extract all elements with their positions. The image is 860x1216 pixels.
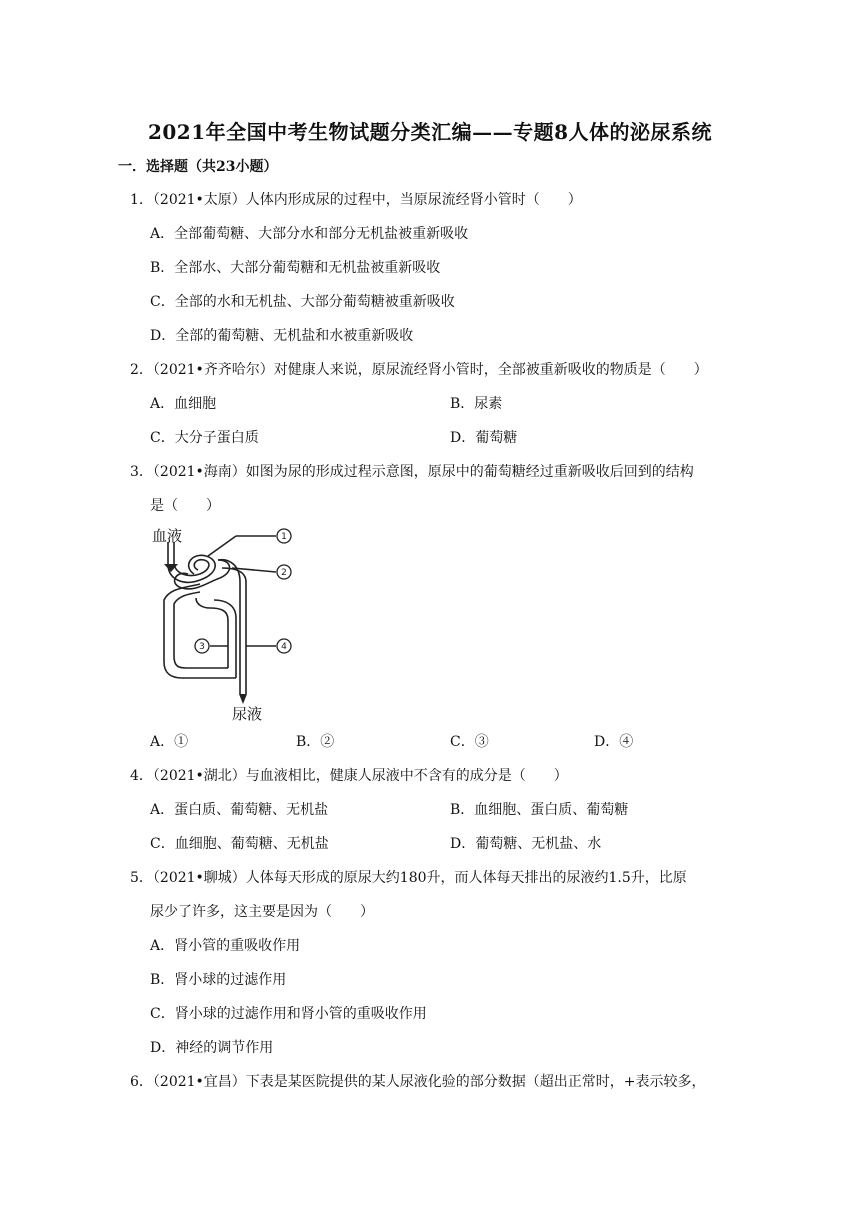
- question-2-stem: 2．（2021•齐齐哈尔）对健康人来说，原尿流经肾小管时，全部被重新吸收的物质是（ ）: [130, 362, 708, 378]
- question-3-option-b: B．②: [296, 734, 335, 750]
- question-3-stem: 3．（2021•海南）如图为尿的形成过程示意图，原尿中的葡萄糖经过重新吸收后回到的结构: [130, 464, 694, 480]
- diagram-urine-label: 尿液: [232, 705, 263, 723]
- question-1-option-d: D．全部的葡萄糖、无机盐和水被重新吸收: [150, 328, 414, 344]
- question-4-stem: 4．（2021•湖北）与血液相比，健康人尿液中不含有的成分是（ ）: [130, 768, 568, 784]
- section-heading: 一．选择题（共23小题）: [118, 159, 278, 175]
- diagram-blood-label: 血液: [152, 527, 183, 545]
- question-4-option-c: C．血细胞、葡萄糖、无机盐: [150, 836, 329, 852]
- page-title: 2021年全国中考生物试题分类汇编——专题8人体的泌尿系统: [147, 120, 713, 144]
- question-3-option-a: A．①: [150, 734, 189, 750]
- question-4-option-a: A．蛋白质、葡萄糖、无机盐: [150, 802, 329, 818]
- svg-text:1: 1: [281, 532, 287, 542]
- question-1-option-a: A．全部葡萄糖、大部分水和部分无机盐被重新吸收: [150, 226, 469, 242]
- question-5-option-c: C．肾小球的过滤作用和肾小管的重吸收作用: [150, 1006, 427, 1022]
- question-1-stem: 1．（2021•太原）人体内形成尿的过程中，当原尿流经肾小管时（ ）: [130, 192, 582, 208]
- urine-outflow-arrow-icon: [239, 694, 247, 704]
- svg-text:4: 4: [281, 642, 287, 652]
- question-5-option-d: D．神经的调节作用: [150, 1040, 274, 1056]
- question-3-stem-continued: 是（ ）: [150, 498, 220, 514]
- question-4-option-d: D．葡萄糖、无机盐、水: [450, 836, 602, 852]
- question-5-stem-continued: 尿少了许多，这主要是因为（ ）: [150, 904, 374, 920]
- question-4-option-b: B．血细胞、蛋白质、葡萄糖: [450, 802, 629, 818]
- question-2-option-d: D．葡萄糖: [450, 430, 518, 446]
- nephron-diagram: [148, 522, 298, 722]
- question-6-stem: 6．（2021•宜昌）下表是某医院提供的某人尿液化验的部分数据（超出正常时，+表示较多，: [130, 1074, 706, 1090]
- question-5-option-b: B．肾小球的过滤作用: [150, 972, 287, 988]
- question-3-option-d: D．④: [594, 734, 634, 750]
- question-1-option-c: C．全部的水和无机盐、大部分葡萄糖被重新吸收: [150, 294, 455, 310]
- question-2-option-a: A．血细胞: [150, 396, 217, 412]
- question-5-option-a: A．肾小管的重吸收作用: [150, 938, 301, 954]
- svg-text:2: 2: [281, 568, 287, 578]
- svg-text:3: 3: [199, 642, 205, 652]
- question-2-option-b: B．尿素: [450, 396, 503, 412]
- question-2-option-c: C．大分子蛋白质: [150, 430, 259, 446]
- question-1-option-b: B．全部水、大部分葡萄糖和无机盐被重新吸收: [150, 260, 441, 276]
- question-5-stem: 5．（2021•聊城）人体每天形成的原尿大约180升，而人体每天排出的尿液约1.5升，比原: [130, 870, 687, 886]
- question-3-option-c: C．③: [450, 734, 489, 750]
